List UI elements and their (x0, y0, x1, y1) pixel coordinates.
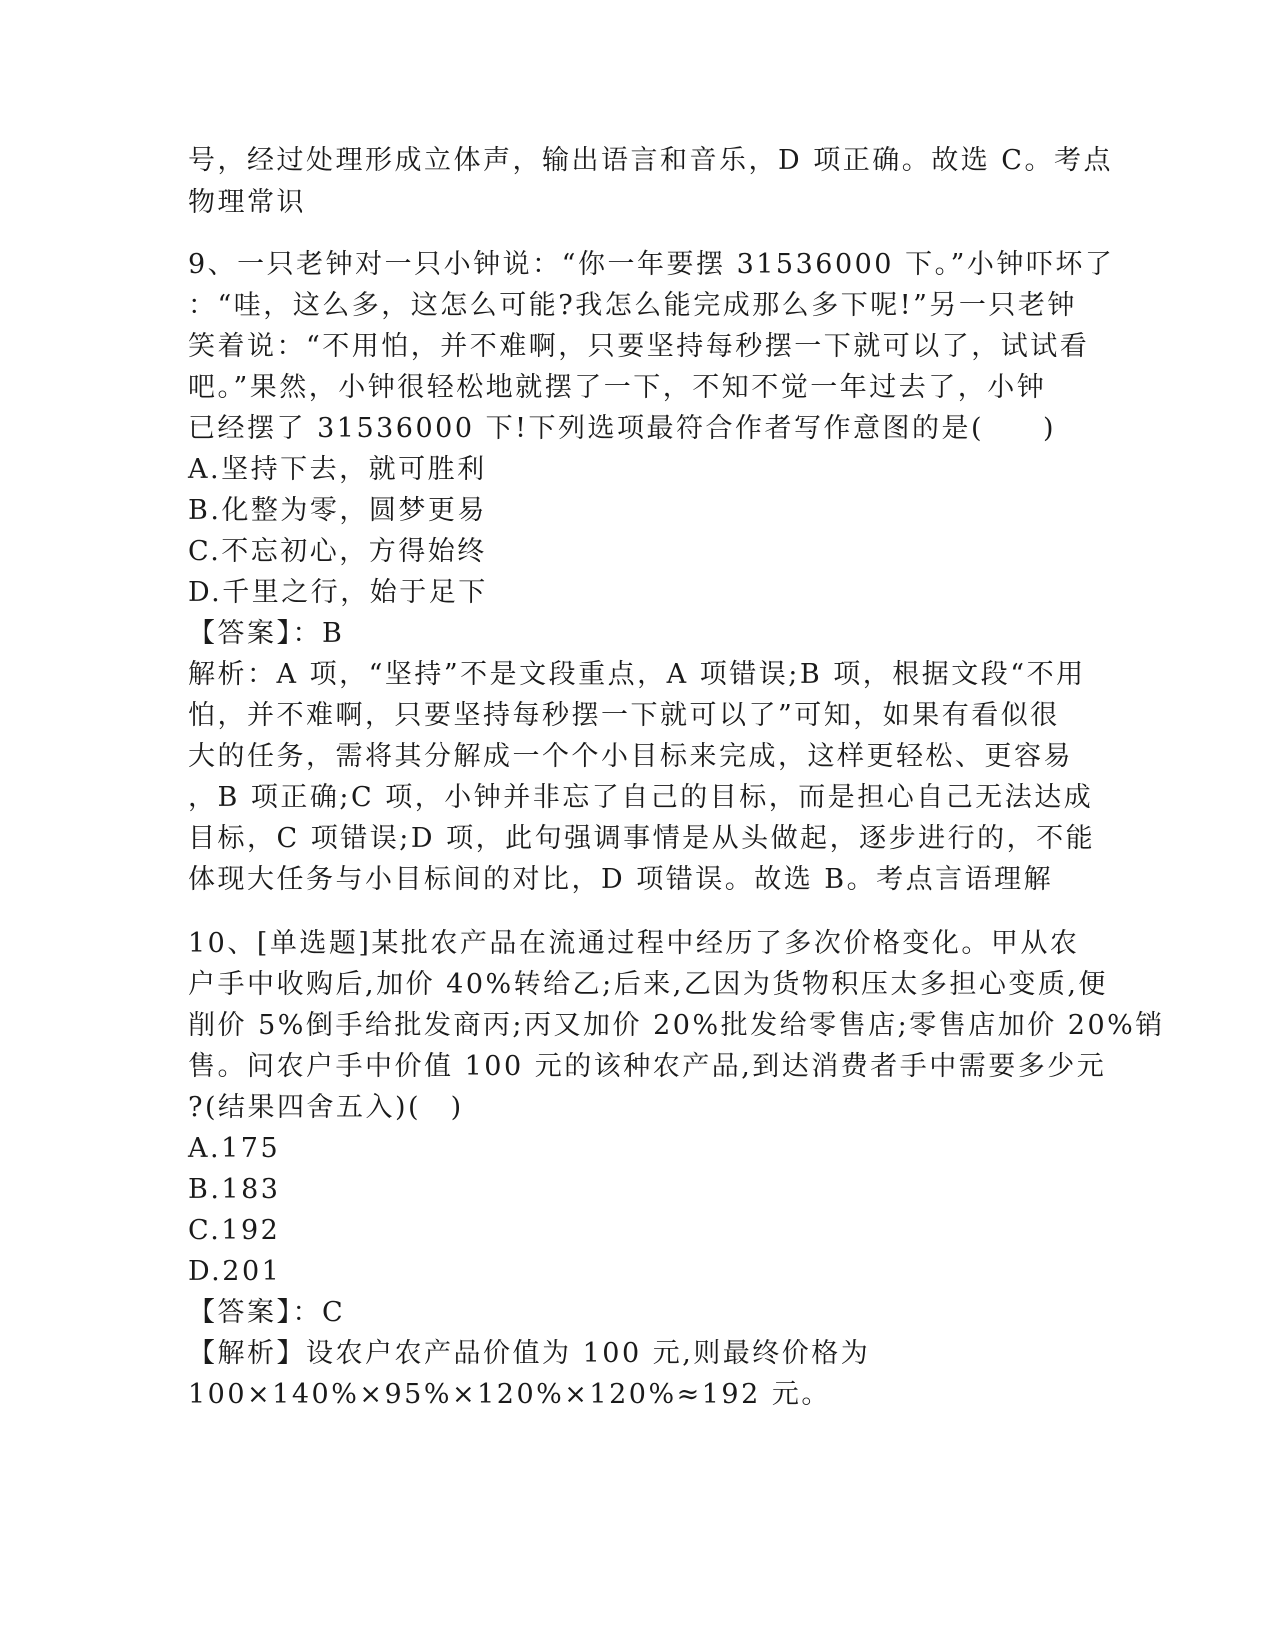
q10-option-d: D.201 (188, 1256, 282, 1287)
q10-stem-line-4: 售。问农户手中价值 100 元的该种农产品,到达消费者手中需要多少元 (188, 1051, 1107, 1082)
q10-option-a: A.175 (188, 1133, 281, 1164)
q9-stem-line-5: 已经摆了 31536000 下!下列选项最符合作者写作意图的是( ) (188, 413, 1057, 444)
q9-analysis-line-6: 体现大任务与小目标间的对比，D 项错误。故选 B。考点言语理解 (188, 864, 1054, 895)
q9-analysis-line-3: 大的任务，需将其分解成一个个小目标来完成，这样更轻松、更容易 (188, 741, 1073, 772)
q9-option-a: A.坚持下去，就可胜利 (188, 454, 487, 485)
q10-stem-line-5: ?(结果四舍五入)( ) (188, 1092, 464, 1123)
q9-stem-line-2: ：“哇，这么多，这怎么可能?我怎么能完成那么多下呢!”另一只老钟 (188, 290, 1077, 321)
q10-stem-line-1: 10、[单选题]某批农产品在流通过程中经历了多次价格变化。甲从农 (188, 928, 1080, 959)
q10-answer: 【答案】：C (188, 1297, 346, 1328)
q9-option-b: B.化整为零，圆梦更易 (188, 495, 487, 526)
q9-option-d: D.千里之行，始于足下 (188, 577, 488, 608)
q10-stem-line-3: 削价 5%倒手给批发商丙;丙又加价 20%批发给零售店;零售店加价 20%销 (188, 1010, 1165, 1041)
q9-analysis-line-1: 解析：A 项，“坚持”不是文段重点，A 项错误;B 项，根据文段“不用 (188, 659, 1086, 690)
q9-answer: 【答案】：B (188, 618, 345, 649)
q9-analysis-line-5: 目标，C 项错误;D 项，此句强调事情是从头做起，逐步进行的，不能 (188, 823, 1096, 854)
q10-analysis-line-1: 【解析】设农户农产品价值为 100 元,则最终价格为 (188, 1338, 871, 1369)
q9-stem-line-3: 笑着说：“不用怕，并不难啊，只要坚持每秒摆一下就可以了，试试看 (188, 331, 1090, 362)
q9-stem-line-4: 吧。”果然，小钟很轻松地就摆了一下，不知不觉一年过去了，小钟 (188, 372, 1047, 403)
q10-analysis-line-2: 100×140%×95%×120%×120%≈192 元。 (188, 1379, 831, 1410)
intro-line-1: 号，经过处理形成立体声，输出语言和音乐，D 项正确。故选 C。考点 (188, 145, 1113, 176)
q9-stem-line-1: 9、一只老钟对一只小钟说：“你一年要摆 31536000 下。”小钟吓坏了 (188, 249, 1115, 280)
q9-option-c: C.不忘初心，方得始终 (188, 536, 487, 567)
q10-option-b: B.183 (188, 1174, 281, 1205)
q10-option-c: C.192 (188, 1215, 281, 1246)
q9-analysis-line-2: 怕，并不难啊，只要坚持每秒摆一下就可以了”可知，如果有看似很 (188, 700, 1060, 731)
q10-stem-line-2: 户手中收购后,加价 40%转给乙;后来,乙因为货物积压太多担心变质,便 (188, 969, 1108, 1000)
intro-line-2: 物理常识 (188, 187, 306, 218)
q9-analysis-line-4: ，B 项正确;C 项，小钟并非忘了自己的目标，而是担心自己无法达成 (188, 782, 1094, 813)
